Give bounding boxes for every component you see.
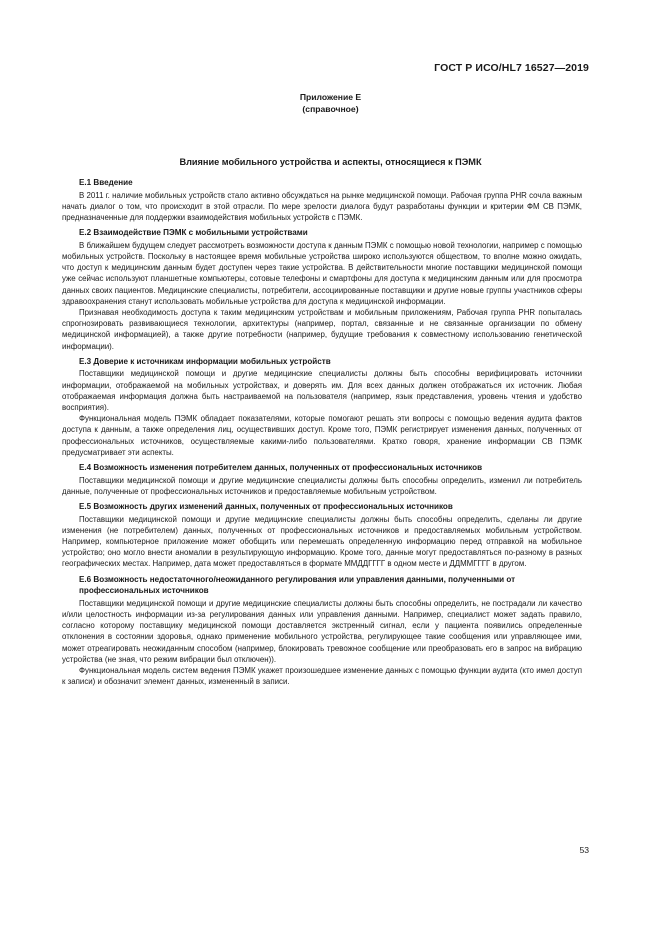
paragraph: Поставщики медицинской помощи и другие медицинские специалисты должны быть способны верифицировать источники информации, отображаемой на мобильных устройствах, и доверять им. Для всех данных должен отображаться их источник. Любая отображаемая информация должна быть настраиваемой на пользователя (например, язык представления, уровень чтения и удобство восприятия). bbox=[62, 369, 582, 413]
appendix-type: (справочное) bbox=[302, 103, 359, 114]
section-heading: Е.2 Взаимодействие ПЭМК с мобильными устройствами bbox=[79, 228, 308, 238]
document-code: ГОСТ Р ИСО/HL7 16527—2019 bbox=[434, 62, 589, 74]
appendix-heading: Влияние мобильного устройства и аспекты, относящиеся к ПЭМК bbox=[179, 157, 482, 167]
appendix-label bbox=[0, 92, 661, 115]
section-heading: Е.1 Введение bbox=[79, 178, 133, 187]
section-e6 bbox=[62, 574, 582, 688]
section-e3 bbox=[62, 356, 582, 458]
paragraph: Функциональная модель ПЭМК обладает показателями, которые помогают решать эти вопросы с помощью ведения аудита фактов доступа к данным, а также определения лиц, осуществивших доступ. Кроме того, ПЭМК регистрирует изменения данных, полученных от профессиональных источников, осуществляемые какими-либо пользователями. Кратко говоря, хранение информации СВ ПЭМК предусматривает эти аспекты. bbox=[62, 414, 582, 457]
section-heading: Е.6 Возможность недостаточного/неожиданного регулирования или управления данными, полученными от профессиональных источников bbox=[79, 574, 516, 596]
paragraph: Поставщики медицинской помощи и другие медицинские специалисты должны быть способны определить, изменил ли потребитель данные, полученные от профессиональных источников и предоставляемые мобильным устройством. bbox=[62, 475, 582, 496]
appendix-title: Приложение Е bbox=[299, 92, 362, 102]
section-e4 bbox=[62, 462, 582, 497]
section-e2 bbox=[62, 227, 582, 352]
section-heading: Е.5 Возможность других изменений данных, полученных от профессиональных источников bbox=[79, 502, 453, 512]
document-body bbox=[62, 177, 582, 687]
paragraph: Признавая необходимость доступа к таким медицинским устройствам и мобильным приложениям, Рабочая группа PHR попыталась спрогнозировать развивающиеся технологии, архитектуры (например, портал, связанные и не связанные организации по обмену медицинской информацией), а также другие потребности (например, будущие требования к совместному использованию генетической информации). bbox=[62, 308, 582, 351]
paragraph: Поставщики медицинской помощи и другие медицинские специалисты должны быть способны определить, сделаны ли другие изменения (не потребителем) данных, полученных от профессиональных источников и предоставляемых мобильным устройством. Например, компьютерное приложение может обобщить или перемешать определенную информацию перед отправкой на мобильное устройство; оно могло внести аномалии в результирующую информацию. Кроме того, данные могут предоставляться по-разному в разных географических местах. Например, дата может предоставляться в формате ММДДГГГГ в одном месте и ДДММГГГГ в другом. bbox=[62, 514, 582, 569]
page-number: 53 bbox=[579, 845, 589, 855]
section-e1 bbox=[62, 177, 582, 223]
paragraph: Функциональная модель систем ведения ПЭМК укажет произошедшее изменение данных с помощью функции аудита (кто имел доступ к записи) и обозначит элемент данных, измененный в записи. bbox=[62, 666, 582, 687]
paragraph: В ближайшем будущем следует рассмотреть возможности доступа к данным ПЭМК с помощью новой технологии, например с помощью мобильных устройств. Поскольку в настоящее время мобильные устройства широко используются обществом, то вполне можно ожидать, что доступ к медицинским данным будет доступен через такие устройства. В действительности многие поставщики медицинской помощи уже сейчас используют планшетные компьютеры, сотовые телефоны и смартфоны для доступа к медицинским данным или для просмотра данных своих пациентов. Медицинские специалисты, потребители, ассоциированные поставщики и другие новые группы участников сферы здравоохранения станут использовать мобильные устройства для доступа к медицинской информации. bbox=[62, 240, 582, 306]
paragraph: Поставщики медицинской помощи и другие медицинские специалисты должны быть способны определить, не пострадали ли качество и/или целостность информации из-за регулирования данных или управления данными. Например, специалист может задать правило, согласно которому поставщику медицинской помощи доставляется экстренный сигнал, если у пациента появились определенные отклонения в состоянии здоровья, однако применение мобильного устройства, регулирующее такие сообщения или управляющее ими, может отреагировать неожиданным способом (например, блокировать тревожное сообщение или преобразовать его в запрос на вибрацию устройства (не зная, что режим вибрации был отключен)). bbox=[62, 598, 582, 664]
section-heading: Е.3 Доверие к источникам информации мобильных устройств bbox=[79, 356, 331, 366]
paragraph: В 2011 г. наличие мобильных устройств стало активно обсуждаться на рынке медицинской помощи. Рабочая группа PHR сочла важным начать диалог о том, что происходит в этой отрасли. По мере зрелости диалога будут разработаны функции и критерии ФМ СВ ПЭМК, предназначенные для поддержки взаимодействия мобильных устройств с ПЭМК. bbox=[62, 190, 582, 222]
section-e5 bbox=[62, 501, 582, 570]
section-heading: Е.4 Возможность изменения потребителем данных, полученных от профессиональных источников bbox=[79, 463, 483, 473]
